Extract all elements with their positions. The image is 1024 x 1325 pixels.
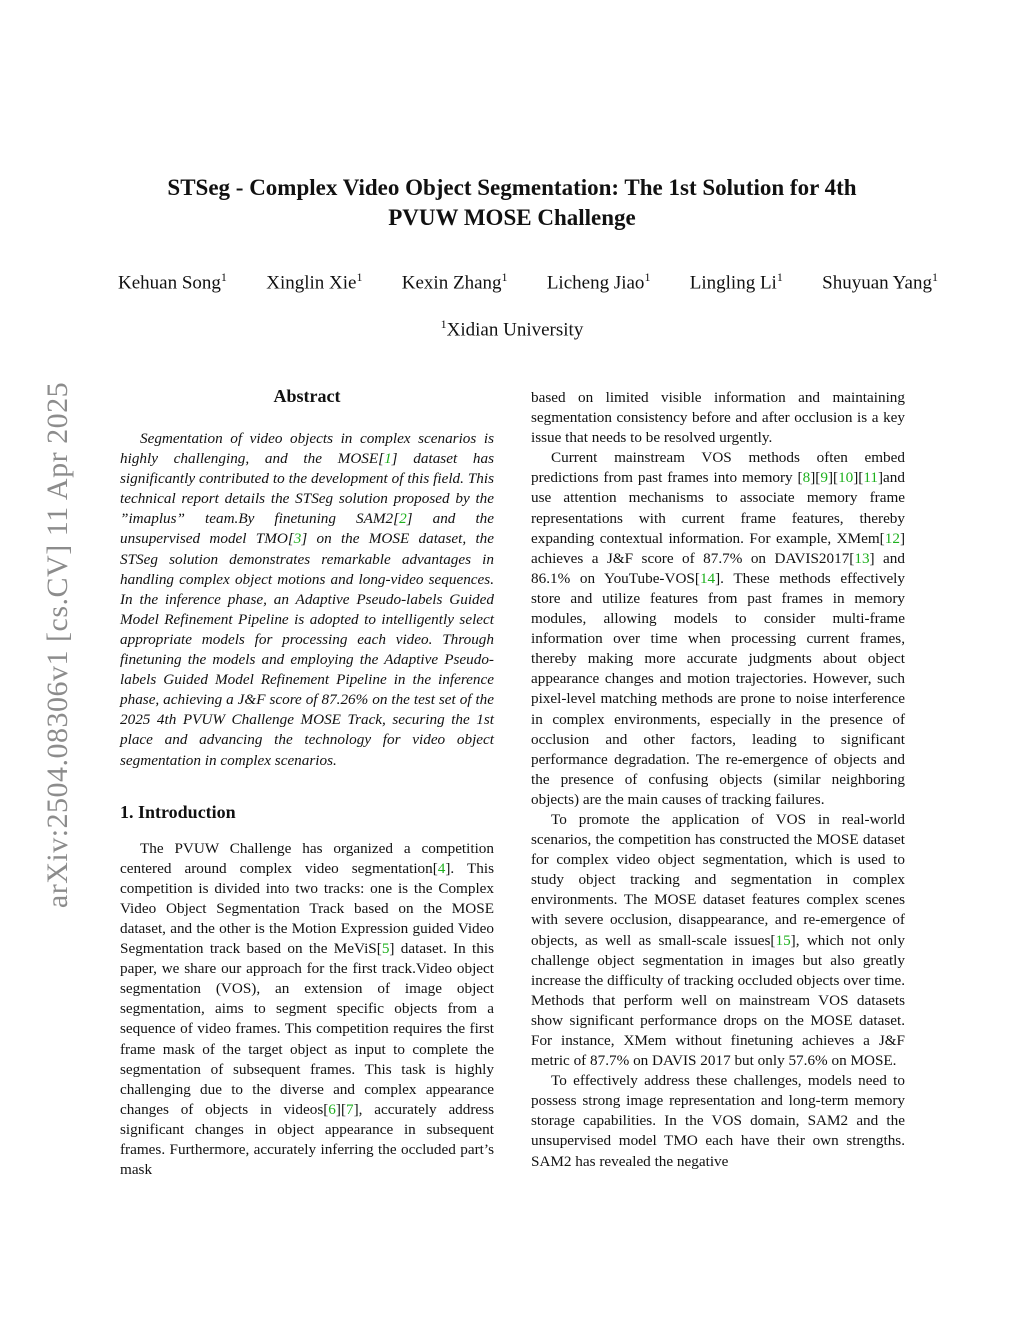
citation-link[interactable]: 11 bbox=[863, 469, 878, 487]
body-paragraph: based on limited visible information and maintaining segmentation consistency before and after occlusion is a key issue that needs to be resolved urgently. bbox=[531, 389, 905, 447]
body-paragraph: Current mainstream VOS methods often embed predictions from past frames into memory [8][9][10][11]and use attention mechanisms to associate memory frame representations with current frame features, thereby expanding contextual information. For example, XMem[12] achieves a J&F score of 87.7% on DAVIS2017[13] and 86.1% on YouTube-VOS[14]. These methods effectively store and utilize features from past frames in memory modules, allowing models to consider multi-frame information over time when processing current frames, thereby making more accurate judgments about object appearance changes and motion trajectories. However, such pixel-level matching methods are prone to noise interference in complex environments, especially in the presence of occlusion and other factors, leading to significant performance degradation. The re-emergence of objects and the presence of confusing objects (similar neighboring objects) are the main causes of tracking failures. bbox=[531, 449, 905, 808]
introduction-heading: 1. Introduction bbox=[120, 801, 236, 822]
citation-link[interactable]: 8 bbox=[802, 469, 811, 487]
author: Kehuan Song$^1$ bbox=[118, 270, 227, 294]
left-column bbox=[120, 385, 494, 1180]
author: Shuyuan Yang$^1$ bbox=[822, 270, 938, 294]
citation-link[interactable]: 13 bbox=[854, 549, 870, 567]
citation-link[interactable]: 9 bbox=[820, 469, 828, 487]
citation-link[interactable]: 6 bbox=[328, 1100, 336, 1118]
affiliation: $^1$Xidian University bbox=[440, 317, 584, 341]
author: Lingling Li$^1$ bbox=[689, 270, 783, 294]
title-line-1: STSeg - Complex Video Object Segmentation: The 1st Solution for 4th bbox=[167, 175, 857, 200]
title-line-2: PVUW MOSE Challenge bbox=[388, 205, 636, 230]
abstract-text: Segmentation of video objects in complex scenarios is highly challenging, and the MOSE[1] dataset has significantly contributed to the development of this field. This technical report details the STSeg solution proposed by the ”imaplus” team.By finetuning SAM2[2] and the unsupervised model TMO[3] on the MOSE dataset, the STSeg solution demonstrates remarkable advantages in handling complex object motions and long-video sequences. In the inference phase, an Adaptive Pseudo-labels Guided Model Refinement Pipeline is adopted to intelligently select appropriate models for processing each video. Through finetuning the models and employing the Adaptive Pseudo-labels Guided Model Refinement Pipeline in the inference phase, achieving a J&F score of 87.26% on the test set of the 2025 4th PVUW Challenge MOSE Track, securing the 1st place and advancing the technology for video object segmentation in complex scenarios. bbox=[120, 430, 494, 769]
abstract-heading: Abstract bbox=[273, 386, 341, 406]
citation-link[interactable]: 2 bbox=[399, 510, 407, 528]
right-column bbox=[531, 388, 905, 1172]
author: Xinglin Xie$^1$ bbox=[266, 270, 363, 294]
citation-link[interactable]: 14 bbox=[699, 569, 716, 587]
body-paragraph: To promote the application of VOS in real-world scenarios, the competition has constructed the MOSE dataset for complex video object segmentation, which is used to study object tracking and segmentation in complex environments. The MOSE dataset features complex scenes with severe occlusion, disappearance, and re-emergence of objects, as well as small-scale issues[15], which not only challenge object segmentation in images but also greatly increase the difficulty of tracking occluded objects over time. Methods that perform well on mainstream VOS datasets show significant performance drops on the MOSE dataset. For instance, XMem without finetuning achieves a J&F metric of 87.7% on DAVIS 2017 but only 57.6% on MOSE. bbox=[531, 810, 905, 1070]
citation-link[interactable]: 10 bbox=[838, 469, 854, 487]
citation-link[interactable]: 12 bbox=[884, 529, 900, 547]
body-paragraph: To effectively address these challenges, models need to possess strong image representation and long-term memory storage capabilities. In the VOS domain, SAM2 and the unsupervised model TMO each have their own strengths. SAM2 has revealed the negative bbox=[531, 1072, 905, 1170]
citation-link[interactable]: 1 bbox=[384, 450, 392, 468]
citation-link[interactable]: 3 bbox=[293, 530, 302, 548]
paper-title bbox=[120, 173, 904, 233]
introduction-paragraph: The PVUW Challenge has organized a competition centered around complex video segmentation[4]. This competition is divided into two tracks: one is the Complex Video Object Segmentation Track based on the MOSE dataset, and the other is the Motion Expression guided Video Segmentation track based on the MeViS[5] dataset. In this paper, we share our approach for the first track.Video object segmentation (VOS), an extension of image object segmentation, aims to segment specific objects from a sequence of video frames. This competition requires the first frame mask of the target object as input to complete the segmentation of subsequent frames. This task is highly challenging due to the diverse and complex appearance changes of objects in videos[6][7], accurately address significant changes in object appearance in subsequent frames. Furthermore, accurately inferring the occluded part’s mask bbox=[120, 839, 494, 1179]
author: Licheng Jiao$^1$ bbox=[546, 270, 651, 294]
author: Kexin Zhang$^1$ bbox=[401, 270, 508, 294]
citation-link[interactable]: 15 bbox=[775, 931, 791, 949]
citation-link[interactable]: 7 bbox=[346, 1100, 354, 1118]
arxiv-identifier: arXiv:2504.08306v1 [cs.CV] 11 Apr 2025 bbox=[41, 381, 74, 909]
author-list bbox=[118, 270, 938, 294]
citation-link[interactable]: 5 bbox=[381, 940, 390, 958]
citation-link[interactable]: 4 bbox=[437, 859, 446, 877]
